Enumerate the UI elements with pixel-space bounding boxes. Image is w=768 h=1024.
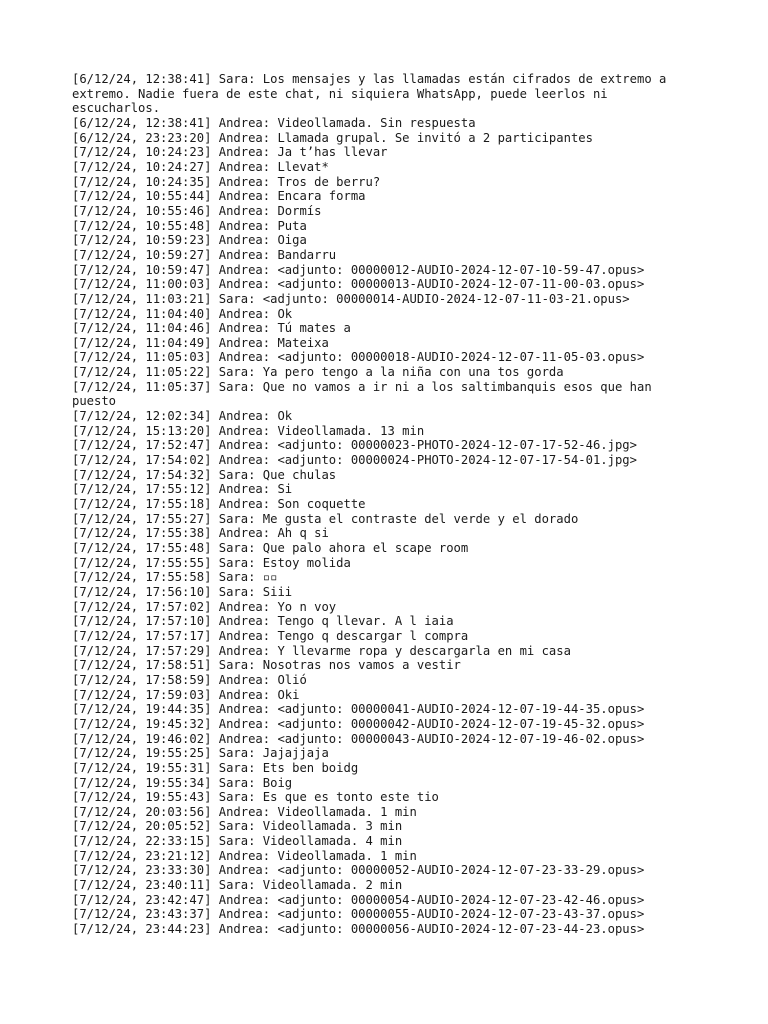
- chat-line: [7/12/24, 17:57:02] Andrea: Yo n voy: [72, 599, 337, 614]
- chat-line: [7/12/24, 10:24:35] Andrea: Tros de berru?: [72, 174, 381, 189]
- chat-line: [7/12/24, 19:55:34] Sara: Boig: [72, 775, 293, 790]
- chat-line: [7/12/24, 10:59:23] Andrea: Oiga: [72, 233, 307, 248]
- chat-line: [7/12/24, 23:21:12] Andrea: Videollamada. 1 min: [72, 848, 417, 863]
- chat-line: [7/12/24, 11:04:46] Andrea: Tú mates a: [72, 321, 351, 336]
- chat-line: [7/12/24, 11:05:22] Sara: Ya pero tengo a la niña con una tos gorda: [72, 365, 564, 380]
- chat-line: [6/12/24, 12:38:41] Sara: Los mensajes y las llamadas están cifrados de extremo a extremo. Nadie fuera de este chat, ni siquiera WhatsApp, puede leerlos ni escucharlos.: [72, 72, 674, 116]
- chat-line: [7/12/24, 23:40:11] Sara: Videollamada. 2 min: [72, 878, 403, 893]
- chat-line: [7/12/24, 17:55:27] Sara: Me gusta el contraste del verde y el dorado: [72, 511, 579, 526]
- chat-line: [7/12/24, 19:45:32] Andrea: <adjunto: 00000042-AUDIO-2024-12-07-19-45-32.opus>: [72, 716, 645, 731]
- chat-line: [7/12/24, 22:33:15] Sara: Videollamada. 4 min: [72, 834, 403, 849]
- chat-line: [7/12/24, 10:55:48] Andrea: Puta: [72, 218, 307, 233]
- chat-line: [7/12/24, 17:55:38] Andrea: Ah q si: [72, 526, 329, 541]
- chat-line: [7/12/24, 20:05:52] Sara: Videollamada. 3 min: [72, 819, 403, 834]
- chat-line: [7/12/24, 23:33:30] Andrea: <adjunto: 00000052-AUDIO-2024-12-07-23-33-29.opus>: [72, 863, 645, 878]
- chat-line: [7/12/24, 17:54:32] Sara: Que chulas: [72, 467, 337, 482]
- chat-log: [72, 72, 696, 937]
- chat-line: [7/12/24, 12:02:34] Andrea: Ok: [72, 409, 293, 424]
- chat-line: [7/12/24, 17:59:03] Andrea: Oki: [72, 687, 300, 702]
- chat-line: [7/12/24, 17:57:29] Andrea: Y llevarme ropa y descargarla en mi casa: [72, 643, 571, 658]
- chat-line: [7/12/24, 10:59:27] Andrea: Bandarru: [72, 247, 337, 262]
- chat-line: [7/12/24, 11:04:40] Andrea: Ok: [72, 306, 293, 321]
- chat-line: [6/12/24, 23:23:20] Andrea: Llamada grupal. Se invitó a 2 participantes: [72, 130, 593, 145]
- chat-line: [7/12/24, 10:24:27] Andrea: Llevat*: [72, 159, 329, 174]
- chat-line: [7/12/24, 10:59:47] Andrea: <adjunto: 00000012-AUDIO-2024-12-07-10-59-47.opus>: [72, 262, 645, 277]
- chat-line: [7/12/24, 23:44:23] Andrea: <adjunto: 00000056-AUDIO-2024-12-07-23-44-23.opus>: [72, 922, 645, 937]
- chat-line: [7/12/24, 19:55:25] Sara: Jajajjaja: [72, 746, 329, 761]
- chat-line: [7/12/24, 23:42:47] Andrea: <adjunto: 00000054-AUDIO-2024-12-07-23-42-46.opus>: [72, 892, 645, 907]
- chat-line: [7/12/24, 15:13:20] Andrea: Videollamada. 13 min: [72, 423, 425, 438]
- chat-line: [7/12/24, 17:57:17] Andrea: Tengo q descargar l compra: [72, 628, 469, 643]
- chat-line: [7/12/24, 17:56:10] Sara: Siii: [72, 584, 293, 599]
- chat-line: [7/12/24, 17:58:59] Andrea: Olió: [72, 672, 307, 687]
- chat-line: [7/12/24, 11:00:03] Andrea: <adjunto: 00000013-AUDIO-2024-12-07-11-00-03.opus>: [72, 277, 645, 292]
- chat-line: [7/12/24, 23:43:37] Andrea: <adjunto: 00000055-AUDIO-2024-12-07-23-43-37.opus>: [72, 907, 645, 922]
- chat-line: [7/12/24, 11:05:37] Sara: Que no vamos a ir ni a los saltimbanquis esos que han puesto: [72, 379, 660, 409]
- chat-line: [7/12/24, 17:55:18] Andrea: Son coquette: [72, 497, 366, 512]
- chat-line: [7/12/24, 10:55:44] Andrea: Encara forma: [72, 189, 366, 204]
- chat-line: [7/12/24, 17:58:51] Sara: Nosotras nos vamos a vestir: [72, 658, 461, 673]
- chat-line: [7/12/24, 17:57:10] Andrea: Tengo q llevar. A l iaia: [72, 614, 454, 629]
- chat-line: [7/12/24, 20:03:56] Andrea: Videollamada. 1 min: [72, 804, 417, 819]
- chat-line: [7/12/24, 19:44:35] Andrea: <adjunto: 00000041-AUDIO-2024-12-07-19-44-35.opus>: [72, 702, 645, 717]
- chat-line: [7/12/24, 19:55:43] Sara: Es que es tonto este tio: [72, 790, 439, 805]
- chat-line: [7/12/24, 10:24:23] Andrea: Ja t’has llevar: [72, 145, 388, 160]
- chat-line: [7/12/24, 17:55:55] Sara: Estoy molida: [72, 555, 351, 570]
- chat-line: [7/12/24, 17:55:58] Sara: ▫▫: [72, 570, 278, 585]
- chat-line: [7/12/24, 17:55:12] Andrea: Si: [72, 482, 293, 497]
- chat-line: [7/12/24, 11:05:03] Andrea: <adjunto: 00000018-AUDIO-2024-12-07-11-05-03.opus>: [72, 350, 645, 365]
- chat-line: [7/12/24, 19:55:31] Sara: Ets ben boidg: [72, 760, 359, 775]
- chat-line: [7/12/24, 10:55:46] Andrea: Dormís: [72, 203, 322, 218]
- chat-line: [7/12/24, 19:46:02] Andrea: <adjunto: 00000043-AUDIO-2024-12-07-19-46-02.opus>: [72, 731, 645, 746]
- chat-line: [7/12/24, 17:54:02] Andrea: <adjunto: 00000024-PHOTO-2024-12-07-17-54-01.jpg>: [72, 453, 637, 468]
- chat-line: [6/12/24, 12:38:41] Andrea: Videollamada. Sin respuesta: [72, 115, 476, 130]
- chat-line: [7/12/24, 17:55:48] Sara: Que palo ahora el scape room: [72, 541, 469, 555]
- chat-line: [7/12/24, 11:04:49] Andrea: Mateixa: [72, 335, 329, 350]
- chat-line: [7/12/24, 11:03:21] Sara: <adjunto: 00000014-AUDIO-2024-12-07-11-03-21.opus>: [72, 291, 630, 306]
- chat-line: [7/12/24, 17:52:47] Andrea: <adjunto: 00000023-PHOTO-2024-12-07-17-52-46.jpg>: [72, 438, 637, 453]
